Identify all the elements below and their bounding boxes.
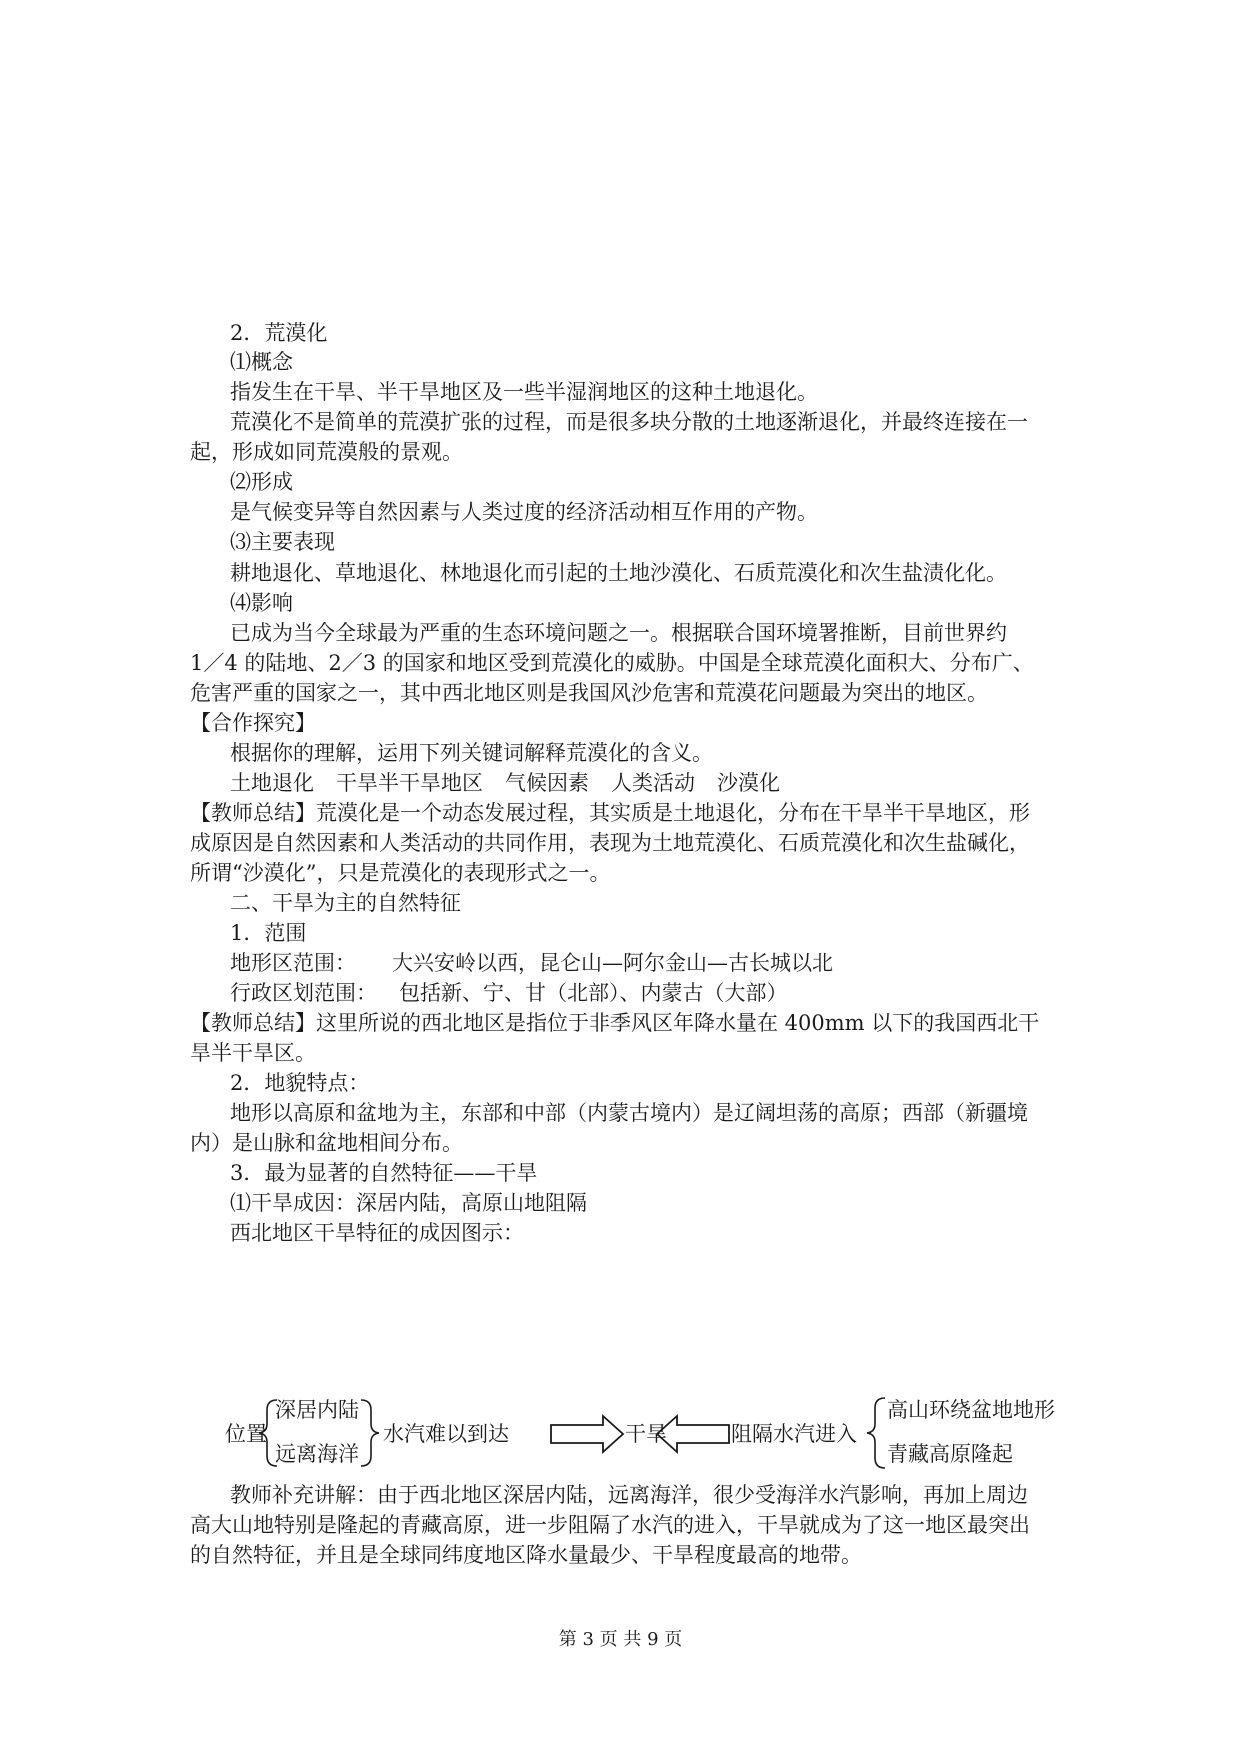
section-heading: 2．荒漠化 [230,321,328,345]
drought-cause-diagram [215,1394,1095,1472]
range-row [230,946,1100,980]
subheading: ⑷影响 [230,591,293,615]
paragraph-line: 耕地退化、草地退化、林地退化而引起的土地沙漠化、石质荒漠化和次生盐渍化化。 [230,561,1007,585]
paragraph-line: 是气候变异等自然因素与人类过度的经济活动相互作用的产物。 [230,500,818,524]
diagram-item: 青藏高原隆起 [887,1442,1013,1466]
paragraph-line: 高大山地特别是隆起的青藏高原，进一步阻隔了水汽的进入，干旱就成为了这一地区最突出 [190,1513,1030,1537]
paragraph-line: 旱半干旱区。 [190,1041,316,1065]
section-label: 【合作探究】 [190,711,316,735]
keyword: 气候因素 [505,771,589,795]
keyword: 土地退化 [230,771,314,795]
diagram-node: 阻隔水汽进入 [731,1422,857,1446]
keyword: 干旱半干旱地区 [336,771,483,795]
keyword: 沙漠化 [717,771,780,795]
paragraph-line: 指发生在干旱、半干旱地区及一些半湿润地区的这种土地退化。 [230,380,818,404]
diagram-item: 高山环绕盆地地形 [887,1398,1055,1422]
paragraph-line: 起，形成如同荒漠般的景观。 [190,440,463,464]
paragraph-line: 地形以高原和盆地为主，东部和中部（内蒙古境内）是辽阔坦荡的高原；西部（新疆境 [230,1101,1028,1125]
paragraph-line: 【教师总结】荒漠化是一个动态发展过程，其实质是土地退化，分布在干旱半干旱地区，形 [190,801,1030,825]
paragraph-line: 西北地区干旱特征的成因图示： [230,1221,524,1245]
range-label: 行政区划范围： [230,981,377,1005]
paragraph-line: 内）是山脉和盆地相间分布。 [190,1131,463,1155]
paragraph-line: 荒漠化不是简单的荒漠扩张的过程，而是很多块分散的土地逐渐退化，并最终连接在一 [230,410,1028,434]
section-heading: 二、干旱为主的自然特征 [230,891,461,915]
paragraph-line: 的自然特征，并且是全球同纬度地区降水量最少、干旱程度最高的地带。 [190,1543,862,1567]
diagram-item: 远离海洋 [275,1442,359,1466]
left-hollow-arrow [657,1416,729,1452]
paragraph-line: 危害严重的国家之一，其中西北地区则是我国风沙危害和荒漠花问题最为突出的地区。 [190,681,988,705]
subheading: 1．范围 [230,921,307,945]
paragraph-line: 教师补充讲解：由于西北地区深居内陆，远离海洋，很少受海洋水汽影响，再加上周边 [230,1483,1028,1507]
paragraph-line: 1／4 的陆地、2／3 的国家和地区受到荒漠化的威胁。中国是全球荒漠化面积大、分布广、 [190,651,1034,675]
page-footer: 第 3 页 共 9 页 [558,1629,683,1650]
subheading: ⑴概念 [230,350,293,374]
cause-brace [867,1398,885,1468]
keyword: 人类活动 [611,771,695,795]
range-row [230,976,1100,1010]
paragraph-line: 已成为当今全球最为严重的生态环境问题之一。根据联合国环境署推断，目前世界约 [230,621,1007,645]
paragraph-line: 所谓“沙漠化”，只是荒漠化的表现形式之一。 [190,861,611,885]
diagram-label-position: 位置 [225,1422,267,1446]
paragraph-line: ⑴干旱成因：深居内陆，高原山地阻隔 [230,1191,587,1215]
diagram-node: 干旱 [625,1422,667,1446]
right-brace [361,1400,379,1466]
diagram-item: 深居内陆 [275,1398,359,1422]
paragraph-line: 根据你的理解，运用下列关键词解释荒漠化的含义。 [230,741,713,765]
range-label: 地形区范围： [230,951,356,975]
paragraph-line: 成原因是自然因素和人类活动的共同作用，表现为土地荒漠化、石质荒漠化和次生盐碱化， [190,831,1030,855]
diagram-node: 水汽难以到达 [383,1422,509,1446]
right-hollow-arrow [551,1416,623,1452]
subheading: 3．最为显著的自然特征——干旱 [230,1161,538,1185]
subheading: ⑵形成 [230,470,293,494]
keyword-row [230,766,1100,800]
subheading: ⑶主要表现 [230,530,335,554]
range-value: 包括新、宁、甘（北部）、内蒙古（大部） [399,981,788,1005]
subheading: 2．地貌特点： [230,1071,370,1095]
paragraph-line: 【教师总结】这里所说的西北地区是指位于非季风区年降水量在 400mm 以下的我国西北干 [190,1011,1040,1035]
range-value: 大兴安岭以西，昆仑山—阿尔金山—古长城以北 [392,951,833,975]
